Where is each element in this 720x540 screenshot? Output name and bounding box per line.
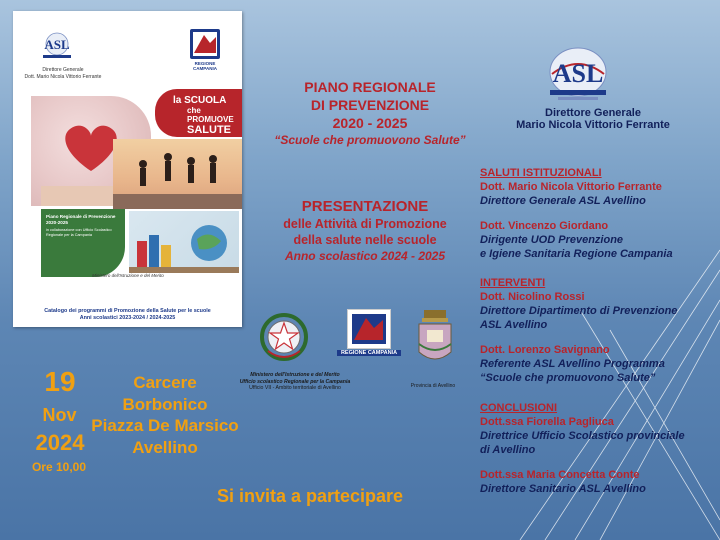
- presentation-l1: delle Attività di Promozione: [283, 217, 447, 231]
- cover-catalog: [13, 308, 242, 322]
- speaker-name: Dott. Nicolino Rossi: [480, 291, 585, 303]
- program-interventi: [480, 276, 720, 332]
- province-caption: Provincia di Avellino: [410, 383, 456, 389]
- invitation-text: Si invita a partecipare: [216, 486, 404, 506]
- program-saluti: [480, 166, 720, 208]
- cover-headline-l3: SALUTE: [187, 124, 231, 136]
- speaker-role: “Scuole che promuovono Salute”: [480, 372, 656, 384]
- presentation-year: Anno scolastico 2024 - 2025: [284, 249, 446, 263]
- booklet-cover: [13, 11, 242, 327]
- presentation-block: [240, 198, 490, 264]
- plan-title-l3: 2020 - 2025: [332, 115, 408, 131]
- asl-logo-small-icon: [37, 31, 77, 61]
- speaker-name: Dott.ssa Fiorella Pagliuca: [480, 416, 614, 428]
- cover-headline-banner: [155, 89, 242, 137]
- speaker-role: Direttore Sanitario ASL Avellino: [480, 483, 646, 495]
- region-flag-icon: [190, 29, 220, 59]
- svg-text:ASL: ASL: [44, 37, 70, 52]
- conclusioni-heading: CONCLUSIONI: [480, 402, 557, 414]
- saluti-heading: SALUTI ISTITUZIONALI: [480, 167, 602, 179]
- speaker-name: Dott. Vincenzo Giordano: [480, 220, 609, 232]
- provincia-avellino-crest-icon: [414, 308, 456, 370]
- regione-campania-icon: [347, 309, 391, 349]
- cover-headline-l1: la SCUOLA: [173, 95, 227, 106]
- speaker-name: Dott. Mario Nicola Vittorio Ferrante: [480, 181, 662, 193]
- ministry-caption-l1: Ministero dell'Istruzione e del Merito: [250, 372, 340, 378]
- speaker-role: Dirigente UOD Prevenzione: [480, 234, 624, 246]
- interventi-heading: INTERVENTI: [480, 277, 546, 289]
- presentation-l2: della salute nelle scuole: [293, 233, 437, 247]
- plan-title-l1: PIANO REGIONALE: [304, 79, 436, 95]
- cover-dg-name: Dott. Mario Nicola Vittorio Ferrante: [24, 74, 102, 80]
- speaker-role: e Igiene Sanitaria Regione Campania: [480, 248, 673, 260]
- asl-avellino-logo-icon: [538, 44, 618, 104]
- regione-campania-logo: [337, 309, 401, 365]
- cover-region-label: REGIONE CAMPANIA: [193, 61, 217, 71]
- cover-catalog-l1: Catalogo dei programmi di Promozione della Salute per le scuole: [44, 308, 211, 314]
- plan-title-l2: DI PREVENZIONE: [310, 97, 430, 113]
- program-conclusioni: [480, 401, 720, 457]
- presentation-heading: PRESENTAZIONE: [301, 198, 429, 215]
- speaker-role: di Avellino: [480, 444, 536, 456]
- books-photo: [129, 211, 239, 273]
- speaker-role: Direttore Dipartimento di Prevenzione: [480, 305, 678, 317]
- svg-text:ASL: ASL: [552, 59, 604, 88]
- cover-dg-title: Direttore Generale: [42, 67, 84, 73]
- plan-title: [240, 78, 500, 148]
- cover-plan-title: Piano Regionale di Prevenzione 2020-2025: [46, 214, 116, 225]
- program-speaker-6: [480, 468, 720, 496]
- speaker-name: Dott.ssa Maria Concetta Conte: [480, 469, 640, 481]
- speaker-role: ASL Avellino: [480, 319, 548, 331]
- director-general-name: Mario Nicola Vittorio Ferrante: [516, 119, 670, 131]
- event-month: Nov: [42, 405, 77, 425]
- event-time: Ore 10,00: [31, 460, 87, 474]
- plan-title-quote: “Scuole che promuovono Salute”: [274, 133, 466, 147]
- speaker-name: Dott. Lorenzo Savignano: [480, 344, 610, 356]
- italian-republic-emblem-icon: [258, 311, 310, 363]
- event-place-l3: Piazza De Marsico: [91, 416, 239, 435]
- event-day: 19: [44, 366, 76, 397]
- cover-plan-sub: in collaborazione con Ufficio Scolastico Regionale per la Campania: [46, 228, 112, 237]
- students-photo: [113, 139, 242, 209]
- event-place: [90, 372, 240, 458]
- event-year: 2024: [35, 430, 85, 455]
- ministry-caption-l3: Ufficio VII - Ambito territoriale di Avellino: [249, 385, 341, 391]
- event-place-l4: Avellino: [132, 437, 198, 457]
- speaker-role: Direttore Generale ASL Avellino: [480, 195, 646, 207]
- cover-ministry: Ministero dell'Istruzione e del Merito: [92, 273, 164, 278]
- cover-region-logo: [185, 29, 225, 71]
- speaker-role: Referente ASL Avellino Programma: [480, 358, 665, 370]
- ministry-caption: [220, 372, 370, 392]
- event-place-l1: Carcere: [133, 373, 197, 392]
- speaker-role: Direttrice Ufficio Scolastico provinciale: [480, 430, 685, 442]
- regione-campania-label: REGIONE CAMPANIA: [337, 350, 401, 356]
- event-place-l2: Borbonico: [122, 394, 208, 414]
- cover-plan-box: [41, 209, 125, 277]
- program-speaker-2: [480, 219, 720, 261]
- cover-headline-l2: che PROMUOVE: [187, 106, 234, 124]
- program-speaker-4: [480, 343, 720, 385]
- cover-catalog-l2: Anni scolastici 2023-2024 / 2024-2025: [79, 315, 176, 321]
- ministry-caption-l2: Ufficio scolastico Regionale per la Campania: [239, 378, 351, 385]
- director-general-title: Direttore Generale: [545, 107, 641, 119]
